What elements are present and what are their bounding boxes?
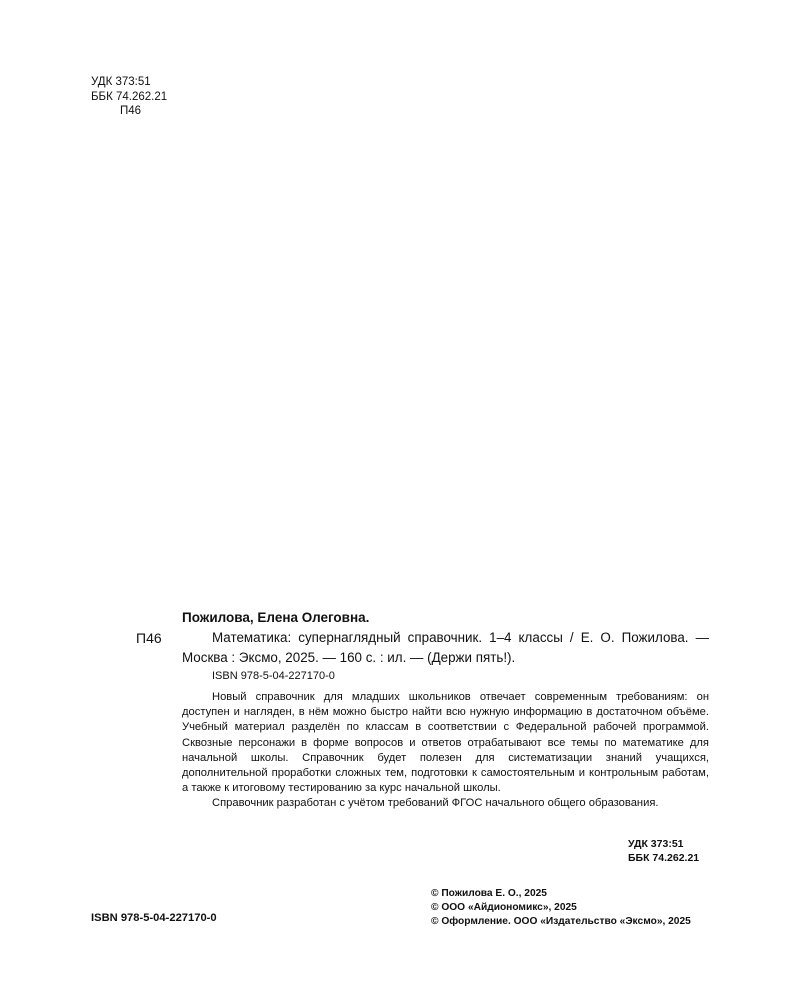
udk-code-bottom: УДК 373:51 [628,838,684,850]
copyright-line: © Оформление. ООО «Издательство «Эксмо», 2025 [431,916,691,927]
author-mark-side: П46 [136,630,162,646]
top-classification [91,75,167,119]
author-mark: П46 [120,105,142,117]
udk-code: УДК 373:51 [91,76,151,88]
record-isbn: ISBN 978-5-04-227170-0 [212,670,335,682]
copyright-line: © ООО «Айдиономикс», 2025 [431,902,577,913]
biblio-text: Математика: супернаглядный справочник. 1–4 классы / Е. О. Пожилова. — Москва : Эксмо, 2025. — 160 с. : ил. — (Держи пять!). [182,630,709,665]
author-heading: Пожилова, Елена Олеговна. [182,610,370,625]
bibliographic-description [182,628,709,668]
annotation-paragraph-1: Новый справочник для младших школьников отвечает современным требованиям: он доступен и нагляден, в нём можно быстро найти всю нужную информацию в достаточном объёме. Учебный материал разделён по классам в соответствии с Федеральной рабочей программой. Сквозные персонажи в форме вопросов и ответов отрабатывают все темы по математике для начальной школы. Справочник будет полезен для систематизации знаний учащихся, дополнительной проработки сложных тем, подготовки к самостоятельным и контрольным работам, а также к итоговому тестированию за курс начальной школы. [182,691,709,795]
bbk-code-bottom: ББК 74.262.21 [628,852,700,864]
bottom-classification [628,837,699,865]
copyright-line: © Пожилова Е. О., 2025 [431,888,547,899]
annotation [182,690,709,812]
isbn-bottom: ISBN 978-5-04-227170-0 [91,912,217,924]
copyright-block [431,887,691,929]
annotation-paragraph-2: Справочник разработан с учётом требований ФГОС начального общего образования. [212,797,659,810]
bbk-code: ББК 74.262.21 [91,90,168,103]
